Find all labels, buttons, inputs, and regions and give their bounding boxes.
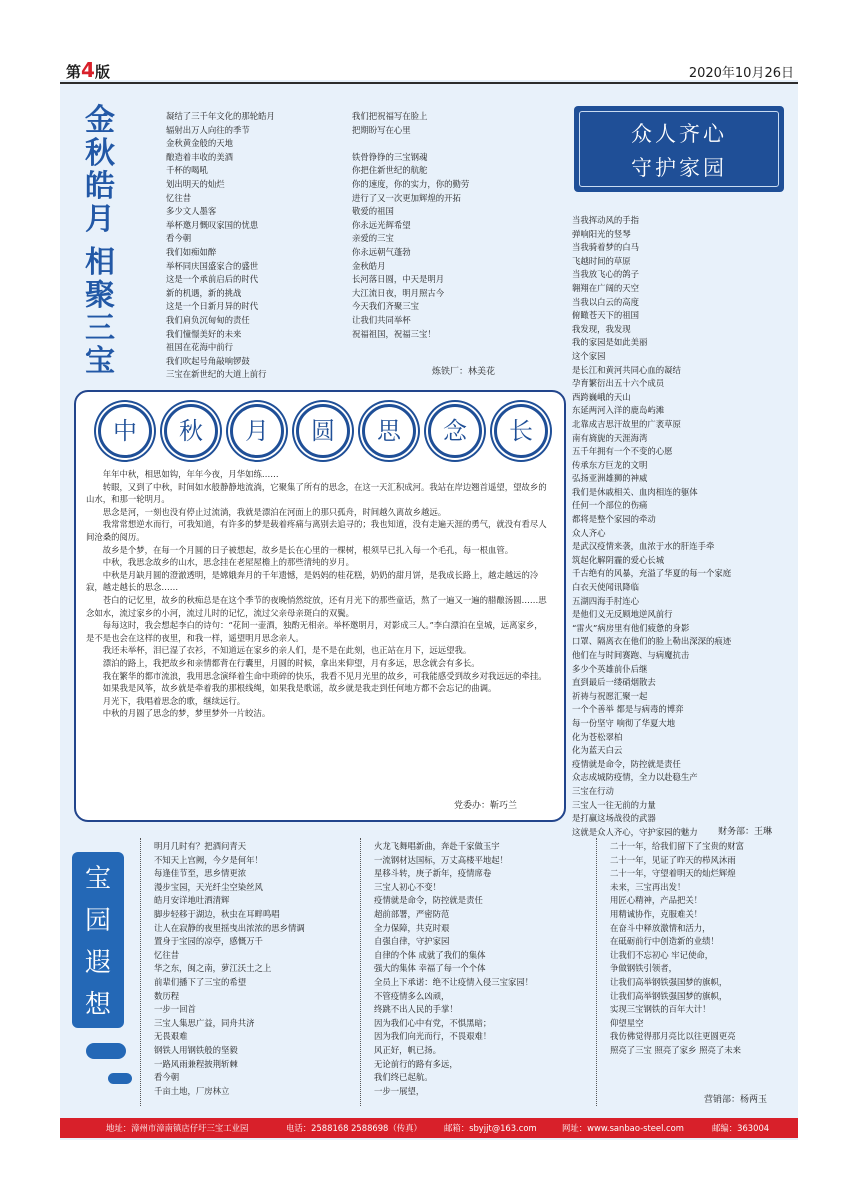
right-title-line2: 守护家园 [631, 156, 727, 180]
essay-author: 党委办：靳巧兰 [454, 801, 518, 811]
header-rule [60, 82, 798, 84]
poem-line: 因为我们向光而行，不畏艰难！ [374, 1031, 492, 1042]
poem-line: 这是一个日新月异的时代 [166, 301, 259, 312]
poem-line: 金秋黄金般的天地 [166, 138, 233, 149]
poem-line: 争做钢铁引领者， [610, 963, 677, 974]
baoyuan-title-char-4: 想 [84, 990, 111, 1020]
poem-line: 长河落日圆，中天是明月 [352, 274, 445, 285]
poem-line: 敬爱的祖国 [352, 206, 394, 217]
poem-line: 划出明天的灿烂 [166, 178, 225, 189]
divider-2 [360, 838, 361, 1106]
poem-line: 用匠心精神，产品把关！ [610, 895, 703, 906]
poem-line: 一流钢材达国标，万丈高楼平地起！ [374, 854, 508, 865]
poem-line: 辐射出万人向往的季节 [166, 124, 250, 135]
poem-line: 二十一年，见证了昨天的栉风沐雨 [610, 854, 736, 865]
poem-line: 化为苍松翠柏 [572, 731, 623, 742]
poem-line: 让人在寂静的夜里摇曳出浓浓的思乡情调 [154, 922, 305, 933]
poem1-column-1 [166, 110, 275, 382]
poem-line: 三宝人集思广益，同舟共济 [154, 1017, 255, 1028]
poem-line: 金秋皓月 [352, 260, 386, 271]
essay-paragraph: 漂泊的路上，我把故乡和亲情都背在行囊里，月圆的时候，拿出来仰望，月有多远，思念就会有多长。 [102, 657, 480, 668]
essay-paragraph: 我还未举杯，泪已湿了衣衫，不知道远在家乡的亲人们，是不是在此刻，也正站在月下，远远望我。 [102, 645, 472, 656]
essay-title-circle: 思 [362, 404, 416, 458]
poem-line: 不管疫情多么凶顽， [374, 990, 450, 1001]
poem-line: 千亩土地，厂房林立 [154, 1085, 230, 1096]
poem-line: 置身于宝园的凉亭，感慨万千 [154, 936, 263, 947]
poem-line: 二十一年，给我们留下了宝贵的财富 [610, 841, 744, 851]
baoyuan-title-char-3: 遐 [84, 948, 111, 978]
essay-paragraph: 我在繁华的都市流浪，我用思念演绎着生命中琐碎的快乐，我看不见月光里的故乡，可我能感受到故乡对我远远的牵挂。 [102, 670, 547, 681]
poem-line: 疫情就是命令，防控就是责任 [374, 895, 483, 906]
poem-line: 当我挥动风的手指 [572, 215, 639, 225]
poem-line: 五湖四海手肘连心 [572, 595, 639, 606]
poem-line: 多少个英雄前仆后继 [572, 663, 648, 674]
essay-paragraph: 每每这时，我会想起李白的诗句：“花间一壶酒，独酌无相亲。举杯邀明月，对影成三人。”李白漂泊在皇城，远离家乡，是不是也会在这样的夜里，和我一样，遥望明月思念亲人。 [86, 620, 543, 643]
poem-line: 你把住新世纪的航舵 [352, 165, 428, 176]
footer-phone: 电话：2588168 2588698（传真） [286, 1123, 422, 1133]
poem-line: 自律的个体 成就了我们的集体 [374, 949, 486, 960]
poem-line: 是他们义无反顾地逆风前行 [572, 609, 673, 620]
poem-line: 火龙飞舞唱新曲，奔赴千家做玉宇 [374, 841, 500, 851]
essay-paragraph: 苍白的记忆里，故乡的秋痴总是在这个季节的夜晚悄然绽放，还有月光下的那些童话，熬了一遍又一遍的腊酿汤圆……思念如水，流过家乡的小河，流过儿时的记忆，流过父亲母亲斑白的双鬓。 [86, 594, 547, 618]
right-title-line1: 众人齐心 [631, 122, 727, 146]
poem-line: 终跳不出人民的手掌！ [374, 1004, 458, 1015]
poem-line: 弘扬亚洲雄狮的神威 [572, 473, 648, 484]
poem-line: 举杯同庆国盛家合的盛世 [166, 260, 259, 271]
poem-line: 这是一个承前启后的时代 [166, 274, 259, 285]
poem-line: 今天我们齐聚三宝 [352, 301, 419, 312]
essay-title-circle: 长 [494, 404, 548, 458]
essay-title-circle: 秋 [164, 404, 218, 458]
poem-line: 看今朝 [154, 1072, 180, 1083]
poem-line: 众志成城防疫情，全力以赴稳生产 [572, 772, 698, 783]
baoyuan-column-1 [154, 840, 305, 1098]
poem-line: 翱翔在广阔的天空 [572, 282, 639, 293]
poem-line: 皓月安详地吐洒清辉 [154, 895, 230, 906]
poem-line: 一路风雨兼程披荆斩棘 [154, 1058, 238, 1069]
baoyuan-title-char-1: 宝 [84, 864, 111, 894]
baoyuan-author: 营销部：杨两玉 [704, 1095, 768, 1105]
poem-line: 飞越时间的草原 [572, 255, 631, 266]
poem-line: 他们在与时间赛跑、与病魔抗击 [572, 650, 690, 660]
poem1-title-part1: 金秋皓月 [85, 103, 115, 237]
baoyuan-column-2 [374, 840, 533, 1098]
poem-line: 亲爱的三宝 [352, 233, 394, 244]
essay-body [86, 468, 548, 720]
poem-line: 你的速度，你的实力，你的勤劳 [352, 178, 470, 189]
poem-line: 三宝人初心不变！ [374, 881, 441, 892]
poem-line: 这就是众人齐心，守护家园的魅力 [572, 826, 698, 837]
poem-line: 自强自律，守护家园 [374, 936, 450, 947]
poem-line: 无论前行的路有多远， [374, 1058, 458, 1069]
poem-line: 让我们共同举杯 [352, 314, 411, 325]
poem-line: 不知天上宫阙，今夕是何年！ [154, 854, 263, 865]
poem-line: 新的机遇，新的挑战 [166, 287, 242, 298]
poem-line: 我们憧憬美好的未来 [166, 328, 242, 339]
poem-line: 每逢佳节至，思乡情更浓 [154, 868, 247, 879]
right-title-box [574, 106, 784, 192]
poem-line: 筑起化解阴霾的爱心长城 [572, 554, 665, 565]
poem1-title-part2: 相聚三宝 [85, 245, 115, 379]
poem-line: 让我们不忘初心 牢记使命， [610, 949, 714, 960]
poem-line: 一步一回首 [154, 1004, 196, 1015]
divider-3 [596, 838, 597, 1106]
poem-line: 当我放飞心的鸽子 [572, 269, 639, 280]
poem-line: 让我们高举钢铁强国梦的旗帜， [610, 990, 728, 1001]
poem-line: 我们是休戚相关、血肉相连的躯体 [572, 486, 698, 497]
poem-line: 我发现，我发现 [572, 323, 631, 334]
poem-line: 口罩、隔离衣在他们的脸上勒出深深的痕迹 [572, 636, 732, 647]
poem-line: 东延两河入洋的鹿岛屿滩 [572, 405, 665, 416]
poem-line: 我们如痴如醉 [166, 246, 217, 257]
poem-line: 我们肩负沉甸甸的责任 [166, 314, 250, 325]
issue-date: 2020年10月26日 [688, 66, 794, 81]
poem-line: 北靠成吉思汗故里的广袤草原 [572, 418, 681, 429]
poem-line: 西跨巍峨的天山 [572, 391, 631, 402]
poem-line: 我们终已起航。 [374, 1072, 433, 1083]
poem-line: 是打赢这场战役的武器 [572, 813, 656, 824]
poem-line: 脚步轻移于湖边，秋虫在耳畔鸣唱 [154, 908, 280, 919]
poem-line: 前辈们播下了三宝的希望 [154, 976, 247, 987]
poem-line: 千古绝有的风暴，充溢了华夏的每一个家庭 [572, 568, 732, 579]
essay-paragraph: 思念是河，一刻也没有停止过流淌，我就是漂泊在河面上的那只孤舟，时间越久离故乡越远。 [102, 506, 447, 517]
poem-line: 全员上下承诺：绝不让疫情入侵三宝家园！ [374, 976, 534, 987]
poem-line: 因为我们心中有党，不惧黑暗； [374, 1017, 492, 1028]
poem-line: 化为蓝天白云 [572, 745, 623, 756]
poem-line: 三宝在行动 [572, 785, 614, 796]
essay-title-circle: 念 [428, 404, 482, 458]
poem-line: 你永远光辉希望 [352, 219, 411, 230]
poem-line: 我仿佛觉得那月亮比以往更圆更亮 [610, 1031, 736, 1042]
footer-website[interactable]: 网址：www.sanbao-steel.com [562, 1123, 684, 1133]
poem-line: 一个个善举 都是与病毒的博弈 [572, 704, 684, 715]
issue-number: 4 [81, 58, 95, 82]
baoyuan-title-box [72, 852, 124, 1028]
poem-line: 直到最后一缕硝烟散去 [572, 677, 656, 688]
poem-line: 看今朝 [166, 233, 192, 244]
poem-line: 钢铁人用钢铁般的坚毅 [154, 1044, 238, 1055]
poem-line: 每一份坚守 响彻了华夏大地 [572, 717, 676, 728]
poem-line: 孕育繁衍出五十六个成员 [572, 378, 665, 389]
poem-line: 忆往昔 [166, 192, 192, 203]
poem-line: 当我以白云的高度 [572, 296, 639, 307]
poem-line: 是长江和黄河共同心血的凝结 [572, 364, 681, 375]
poem-line: 三宝人一往无前的力量 [572, 799, 656, 810]
poem-line: 祝福祖国，祝福三宝！ [352, 328, 436, 339]
poem-line: 任何一个部位的伤痛 [572, 500, 648, 511]
poem-line [352, 137, 469, 151]
decorative-bar-1 [86, 1043, 126, 1059]
poem-line: 祖国在花海中前行 [166, 342, 233, 353]
poem-line: 星移斗转，庚子新年，疫情席卷 [374, 868, 492, 879]
essay-paragraph: 如果我是风筝，故乡就是牵着我的那根线绳，如果我是歌谣，故乡就是我走到任何地方都不会忘记的曲调。 [102, 683, 497, 694]
poem-line: 在奋斗中释放激情和活力， [610, 922, 711, 933]
poem-line: 白衣天使闻讯降临 [572, 582, 639, 593]
poem-line: 强大的集体 幸福了每一个个体 [374, 963, 486, 974]
poem-line: 众人齐心 [572, 527, 606, 538]
poem-line: 这个家园 [572, 350, 606, 361]
footer-email[interactable]: 邮箱：sbyjjt@163.com [444, 1123, 537, 1133]
essay-paragraph: 故乡是个梦，在每一个月圆的日子被想起，故乡是长在心里的一棵树，根须早已扎入每一个毛孔，每一根血管。 [102, 544, 514, 555]
poem-line: 疫情就是命令，防控就是责任 [572, 758, 681, 769]
poem-line: 凝结了三千年文化的那轮皓月 [166, 111, 275, 121]
poem-line: 你永远朝气蓬勃 [352, 246, 411, 257]
footer-postcode: 邮编：363004 [712, 1123, 770, 1133]
baoyuan-title-char-2: 园 [84, 906, 111, 936]
divider-1 [140, 838, 141, 1106]
poem-line: 都将是整个家园的牵动 [572, 514, 656, 525]
poem-line: 无畏艰难 [154, 1031, 188, 1042]
essay-title-circle: 月 [230, 404, 284, 458]
poem-line: 漫步宝园，天光纤尘空染丝风 [154, 881, 263, 892]
poem-line: 多少文人墨客 [166, 206, 217, 217]
essay-paragraph: 中秋是月缺月圆的澄澈透明，是嫦娥奔月的千年遗憾，是妈妈的桂花糕，奶奶的甜月饼，是我成长路上，越走越远的冷寂，越走越长的思念…… [86, 569, 539, 593]
poem-line: 南有旖旎的天涯海湾 [572, 432, 648, 443]
poem-line: 全力保障，共克时艰 [374, 922, 450, 933]
poem-line: 酿造着丰收的美酒 [166, 151, 233, 162]
poem-line: 忆往昔 [154, 949, 180, 960]
essay-paragraph: 中秋，我思念故乡的山水，思念挂在老屋屋檐上的那些清纯的岁月。 [102, 557, 355, 568]
right-poem [572, 214, 731, 839]
poem-line: 进行了又一次更加辉煌的开拓 [352, 192, 461, 203]
poem-line: 是武汉疫情来袭，血浓于水的肝连手牵 [572, 541, 715, 552]
essay-paragraph: 我常常想逆水而行，可我知道，有许多的梦是载着疼痛与离别去追寻的；我也知道，没有走遍天涯的勇气，就没有看尽人间沧桑的阅历。 [86, 519, 547, 542]
poem-line: 让我们高举钢铁强国梦的旗帜， [610, 976, 728, 987]
essay-title-circle: 圆 [296, 404, 350, 458]
poem-line: 数历程 [154, 990, 180, 1001]
poem-line: 大江流日夜，明月照古今 [352, 287, 445, 298]
poem-line: 华之东，闽之南，萝江沃土之上 [154, 963, 272, 974]
essay-paragraph: 转眼，又到了中秋，时间如水般静静地流淌，它聚集了所有的思念，在这一天汇积成河。我站在岸边翘首遥望，望故乡的山水，和那一轮明月。 [86, 481, 547, 505]
poem-line: 未来，三宝再出发！ [610, 881, 686, 892]
poem-line: 千杯的喝吼 [166, 165, 208, 176]
poem-line: 二十一年，守望着明天的灿烂辉煌 [610, 868, 736, 879]
poem-line: 明月几时有？把酒问青天 [154, 841, 247, 851]
poem-line: 五千年拥有一个不变的心愿 [572, 446, 673, 457]
essay-paragraph: 年年中秋，相思如钩，年年今夜，月华如练…… [102, 469, 279, 479]
essay-title-circle: 中 [98, 404, 152, 458]
poem-line: 仰望星空 [610, 1017, 644, 1028]
poem1-column-2 [352, 110, 469, 341]
baoyuan-column-3 [610, 840, 744, 1058]
footer-bar [60, 1118, 798, 1138]
right-author: 财务部：王琳 [718, 827, 773, 837]
poem-line: 铁骨铮铮的三宝钢魂 [352, 151, 428, 162]
poem-line: 照亮了三宝 照亮了家乡 照亮了未来 [610, 1044, 741, 1055]
poem-line: 举杯邀月慨叹家国的忧患 [166, 219, 259, 230]
poem-line: 我的家园是如此美丽 [572, 337, 648, 348]
poem-line: 三宝在新世纪的大道上前行 [166, 369, 267, 380]
poem-line: 一步一展望， [374, 1085, 425, 1096]
poem-line: 超前部署，严密防范 [374, 908, 450, 919]
poem-line: 用精诚协作，克服难关！ [610, 908, 703, 919]
poem-line: 俯瞰苍天下的祖国 [572, 310, 639, 321]
issue-label: 第4版 [66, 58, 110, 82]
footer-address: 地址：漳州市漳南镇店仔圩三宝工业园 [106, 1123, 249, 1133]
poem-line: 弹响阳光的竖琴 [572, 228, 631, 239]
poem-line: 传承东方巨龙的文明 [572, 459, 648, 470]
poem-line: “雷火”病房里有他们疲惫的身影 [572, 622, 690, 633]
poem-line: 当我骑着梦的白马 [572, 242, 639, 253]
poem-line: 祈祷与祝愿汇聚一起 [572, 690, 648, 701]
poem1-author: 炼铁厂：林美花 [432, 367, 496, 377]
poem-line: 我们吹起号角敲响锣鼓 [166, 355, 250, 366]
poem-line: 我们把祝福写在脸上 [352, 111, 428, 121]
poem-line: 实现三宝钢铁的百年大计！ [610, 1004, 711, 1015]
poem-line: 把期盼写在心里 [352, 124, 411, 135]
poem-line: 在砥砺前行中创造新的业绩！ [610, 936, 719, 947]
poem-line: 风正好，帆已扬。 [374, 1044, 441, 1055]
essay-paragraph: 月光下，我唱着思念的歌，继续远行。 [102, 695, 246, 706]
decorative-bar-2 [108, 1073, 132, 1084]
essay-paragraph: 中秋的月圆了思念的梦，梦里梦外一片皎洁。 [102, 708, 271, 719]
